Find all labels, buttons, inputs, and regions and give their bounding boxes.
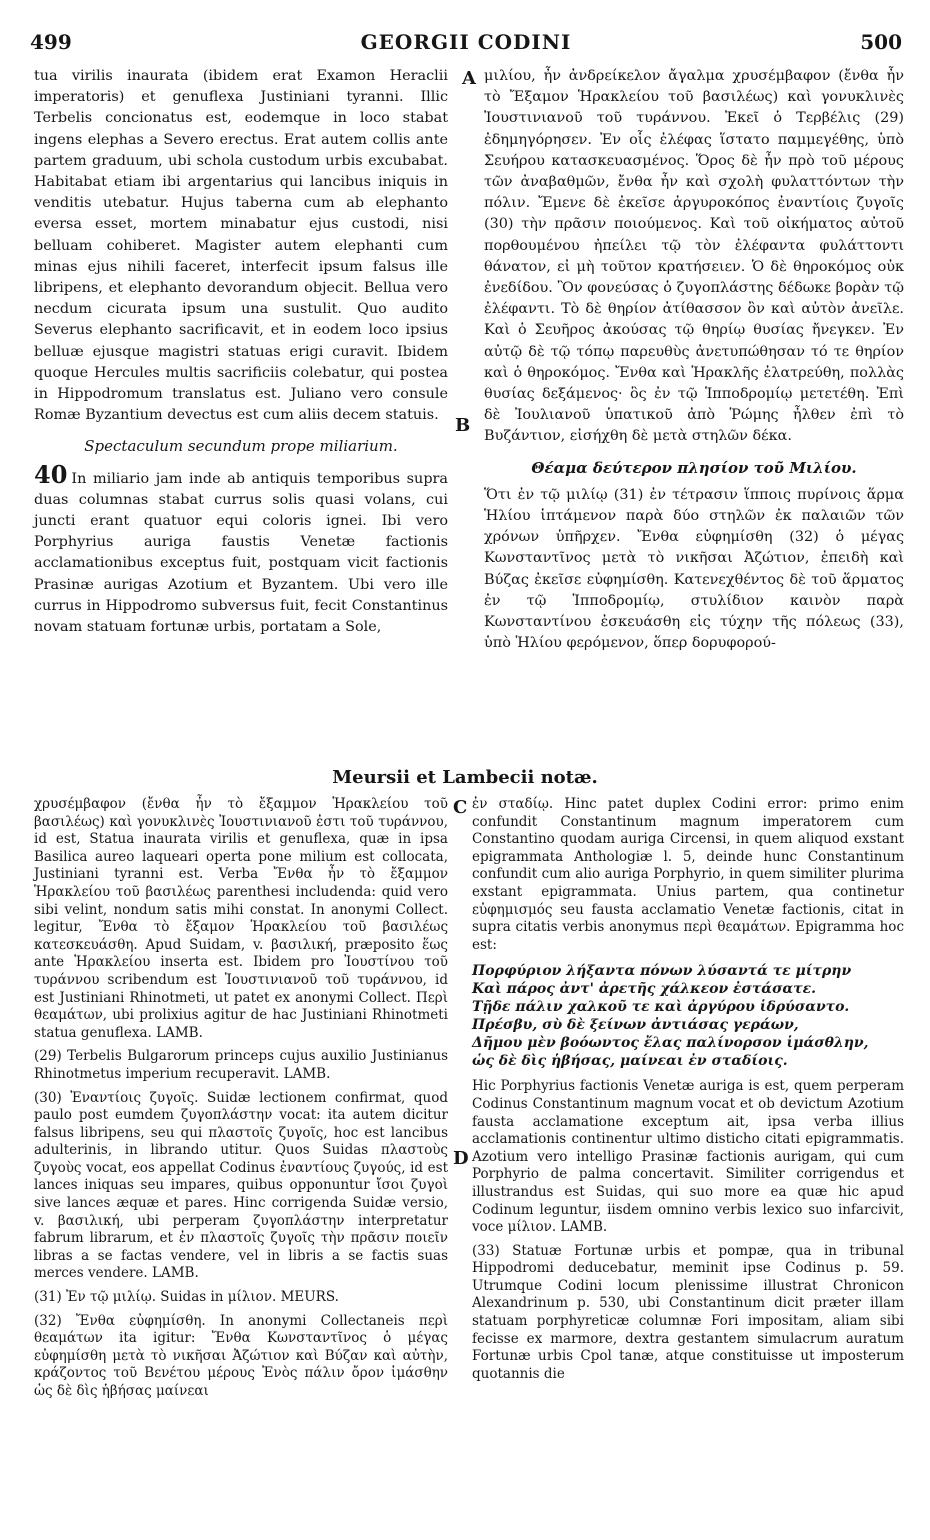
greek-column	[484, 66, 904, 660]
note-31: (31) Ἐν τῷ μιλίῳ. Suidas in μίλιον. MEURS.	[34, 1289, 339, 1306]
page-number-right: 500	[860, 30, 902, 54]
latin-column	[34, 66, 448, 644]
epigram-line: ὡς δὲ δὶς ἡβήσας, μαίνεαι ἐν σταδίοις.	[472, 1053, 788, 1070]
notes-left-column	[34, 796, 448, 1407]
note-paragraph: ἐν σταδίῳ. Hinc patet duplex Codini error: primo enim confundit Constantinum magnum imperatorem cum Constantino quodam auriga Circensi, in quem aliquod exstant epigrammata Anthologiæ l. 5, deinde hunc Constantinum confundit cum alio auriga Porphyrio, in quem similiter plurima exstant epigrammata. Unius partem, qua continetur εὐφημισμός seu fausta acclamatio Venetæ factionis, citat in supra citatis verbis anonymus περὶ θεαμάτων. Epigramma hoc est:	[472, 796, 904, 953]
notes-title: Meursii et Lambecii notæ.	[332, 767, 598, 788]
section-number: 40	[34, 459, 68, 489]
epigram-line: Δῆμου μὲν βοόωντος ἔλας παλίνορσον ἱμάσθλην,	[472, 1035, 869, 1052]
epigram	[472, 962, 904, 1070]
latin-section-heading: Spectaculum secundum prope miliarium.	[84, 437, 398, 456]
epigram-line: Τῇδε πάλιν χαλκοῦ τε καὶ ἀργύρου ἱδρύσαντο.	[472, 999, 850, 1016]
greek-paragraph: Ὅτι ἐν τῷ μιλίῳ (31) ἐν τέτρασιν ἵπποις πυρίνοις ἅρμα Ἡλίου ἱπτάμενον παρὰ δύο στηλῶν ἐκ παλαιῶν τῶν χρόνων ὑπῆρχεν. Ἔνθα εὐφημίσθη (32) ὁ μέγας Κωνσταντῖνος μετὰ τὸ νικῆσαι Ἀζώτιον, ἐπειδὴ καὶ Βύζας ἐκεῖσε εὐφημίσθη. Κατενεχθέντος δὲ τοῦ ἅρματος ἐν τῷ Ἱπποδρομίῳ, στυλίδιον καινὸν παρὰ Κωνσταντίνου ἐσκευάσθη εἰς τύχην τῆς πόλεως (33), ὑπὸ Ἡλίου φερόμενον, ὅπερ δορυφορού-	[484, 486, 904, 652]
epigram-line: Πορφύριον λήξαντα πόνων λύσαντά τε μίτρην	[472, 963, 852, 980]
greek-paragraph: μιλίου, ἦν ἀνδρείκελον ἄγαλμα χρυσέμβαφον (ἔνθα ἦν τὸ Ἔξαμον Ἡρακλείου τοῦ βασιλέως) καὶ γονυκλινὲς Ἰουστινιανοῦ τοῦ τυράννου. Ἐκεῖ ὁ Τερβέλις (29) ἐδημηγόρησεν. Ἐν οἷς ἐλέφας ἵστατο παμμεγέθης, ὑπὸ Σευήρου κατασκευασμένος. Ὅρος δὲ ἦν πρὸ τοῦ μέρους τῶν ἀναβαθμῶν, ἔνθα ἦν καὶ σχολὴ φυλαττόντων τὴν πόλιν. Ἔμενε δὲ ἐκεῖσε ἀργυροκόπος ἐναντίοις ζυγοῖς (30) τὴν πρᾶσιν ποιούμενος. Καὶ τοῦ οἰκήματος αὐτοῦ πορθουμένου ἠπείλει τῷ τὸν ἐλέφαντα φυλάττοντι θάνατον, εἰ μὴ τοῦτον κρατήσειεν. Ὁ δὲ θηροκόμος οὐκ ἐνεδίδου. Ὃν φονεύσας ὁ ζυγοπλάστης δέδωκε βορὰν τῷ ἐλέφαντι. Τὸ δὲ θηρίον ἀτίθασσον ὂν καὶ αὐτὸν ἀνεῖλε. Καὶ ὁ Σευῆρος ἀκούσας τῷ θηρίῳ θυσίας ἤνεγκεν. Ἐν αὐτῷ δὲ τῷ τόπῳ παρευθὺς ἀνετυπώθησαν τό τε θηρίον καὶ ὁ θηροκόμος. Ἔνθα καὶ Ἡρακλῆς ἐλατρεύθη, πολλὰς θυσίας δεξάμενος· ὃς ἐν τῷ Ἱπποδρομίῳ μετετέθη. Ἐπὶ δὲ Ἰουλιανοῦ ὑπατικοῦ ἀπὸ Ῥώμης ἦλθεν ἐπὶ τὸ Βυζάντιον, εἰσήχθη δὲ μετὰ στηλῶν δέκα.	[484, 68, 904, 445]
note-33: (33) Statuæ Fortunæ urbis et pompæ, qua in tribunal Hippodromi deducebatur, meminit ipse Codinus p. 59. Utrumque Codini locum plenissime illustrat Chronicon Alexandrinum p. 530, ubi Constantinum dicit præter illam statuam porphyreticæ columnæ Fori impositam, aliam sibi fecisse ex marmore, dextra gestantem simulacrum auratum Fortunæ urbis Cpol tanæ, atque constituisse ut imposterum quotannis die	[472, 1242, 904, 1382]
margin-letter-d: D	[453, 1148, 469, 1169]
note-paragraph: Hic Porphyrius factionis Venetæ auriga is est, quem perperam Codinus Constantinum magnum vocat et ob devictum Azotium fausta acclamatione exceptum ait, ipsa verba illius acclamationis continentur ultimo disticho citati epigrammatis. Azotium vero intelligo Prasinæ factionis aurigam, qui cum Porphyrio de palma concertavit. Similiter corrigendus et illustrandus est Suidas, qui suo more ea quæ hic apud Codinum leguntur, iisdem omnino verbis lexico suo infarcivit, voce μίλιον. LAMB.	[472, 1078, 904, 1236]
margin-letter-b: B	[455, 415, 471, 436]
latin-paragraph	[34, 459, 448, 639]
epigram-line: Καὶ πάρος ἀντ' ἀρετῆς χάλκεον ἐστάσατε.	[472, 981, 816, 998]
margin-letter-a: A	[462, 68, 476, 89]
margin-letter-c: C	[453, 797, 468, 818]
page-number-left: 499	[30, 30, 72, 54]
latin-paragraph: tua virilis inaurata (ibidem erat Examon Heraclii imperatoris) et genuflexa Justiniani tyranni. Illic Terbelis concionatus est, eodemque in loco stabat ingens elephas a Severo erectus. Erat autem collis ante partem graduum, ubi schola custodum urbis excubabat. Habitabat etiam ibi argentarius qui lancibus iniquis in venditis utebatur. Hujus taberna cum ab elephanto eversa esset, mortem minabatur ejus custodi, nisi belluam cohiberet. Magister autem elephanti cum minas ejus nihili faceret, interfecit ipsum falsus ille libripens, et elephanto devorandum objecit. Bellua vero necdum cicurata ipsum una sustulit. Quo audito Severus elephanto sacrificavit, et in eodem loco ipsius belluæ ejusque magistri statuas erigi curavit. Ibidem quoque Hercules multis sacrificiis colebatur, qui postea in Hippodromum translatus est. Juliano vero consule Romæ Byzantium devectus est cum aliis decem statuis.	[34, 68, 448, 424]
note-30: (30) Ἐναντίοις ζυγοῖς. Suidæ lectionem confirmat, quod paulo post eumdem ζυγοπλάστην vocat: ita autem dicitur falsus libripens, seu qui πλαστοῖς ζυγοῖς, hoc est lancibus adulterinis, in librando utitur. Quos Suidas πλαστοὺς ζυγοὺς vocat, eos appellat Codinus ἐναντίους ζυγούς, id est lances iniquas seu impares, quibus opponuntur ἴσοι ζυγοὶ sive lances æquæ et pares. Hinc corrigenda Suidæ versio, v. βασιλική, ubi perperam ζυγοπλάστην interpretatur fabrum librarum, et ἐν πλαστοῖς ζυγοῖς τὴν πρᾶσιν ποιεῖν libras a se factas vendere, vel in libris a se factis suas merces vendere. LAMB.	[34, 1089, 448, 1282]
epigram-line: Πρέσβυ, σὺ δὲ ξείνων ἀντιάσας γεράων,	[472, 1017, 799, 1034]
latin-paragraph-text: In miliario jam inde ab antiquis temporibus supra duas columnas stabat currus solis quasi volans, cui juncti erant quatuor equi coloris ignei. Ibi vero Porphyrius auriga faustis Venetæ factionis acclamationibus exceptus fuit, postquam vicit factionis Prasinæ aurigas Azotium et Byzantem. Ubi vero ille currus in Hippodromo subversus fuit, fecit Constantinus novam statuam fortunæ urbis, portatam a Sole,	[34, 470, 448, 636]
note-32: (32) Ἔνθα εὐφημίσθη. In anonymi Collectaneis περὶ θεαμάτων ita igitur: Ἔνθα Κωνσταντῖνος ὁ μέγας εὐφημίσθη μετὰ τὸ νικῆσαι Ἀζώτιον καὶ Βύζαν καὶ αὐτὴν, κράζοντος τοῦ Βενέτου μέρους Ἐνὸς πάλιν ὄρον ἱμάσθην ὡς δὲ δὶς ἡβήσας μαίνεαι	[34, 1312, 448, 1399]
note-paragraph: χρυσέμβαφον (ἔνθα ἦν τὸ ἔξαμμον Ἡρακλείου τοῦ βασιλέως) καὶ γονυκλινὲς Ἰουστινιανοῦ ἐστι τοῦ τυράννου, id est, Statua inaurata virilis et genuflexa, quæ in ipsa Basilica aureo laqueari operta pone milium est collocata, Justiniani tyranni est. Verba Ἔνθα ἦν τὸ ἔξαμμον Ἡρακλείου τοῦ βασιλέως parenthesi includenda: quid vero sibi velint, nondum satis mihi constat. In anonymi Collect. legitur, Ἔνθα τὸ ἔξαμον Ἡρακλείου τοῦ βασιλέως κατεσκευάσθη. Apud Suidam, v. βασιλική, præposito ἕως ante Ἡρακλείου inserta est. Ibidem pro Ἰουστίνου τοῦ τυράννου scribendum est Ἰουστινιανοῦ τοῦ τυράννου, id est Justiniani Rhinotmeti, ut patet ex anonymi Collect. Περὶ θεαμάτων, ubi prolixius agitur de hac Justiniani Rhinotmeti statua genuflexa. LAMB.	[34, 796, 448, 1041]
page-header	[30, 30, 902, 60]
note-29: (29) Terbelis Bulgarorum princeps cujus auxilio Justinianus Rhinotmetus imperium recuperavit. LAMB.	[34, 1048, 448, 1082]
notes-right-column	[472, 796, 904, 1389]
running-title: GEORGII CODINI	[360, 30, 572, 54]
greek-section-heading: Θέαμα δεύτερον πλησίον τοῦ Μιλίου.	[531, 458, 857, 477]
